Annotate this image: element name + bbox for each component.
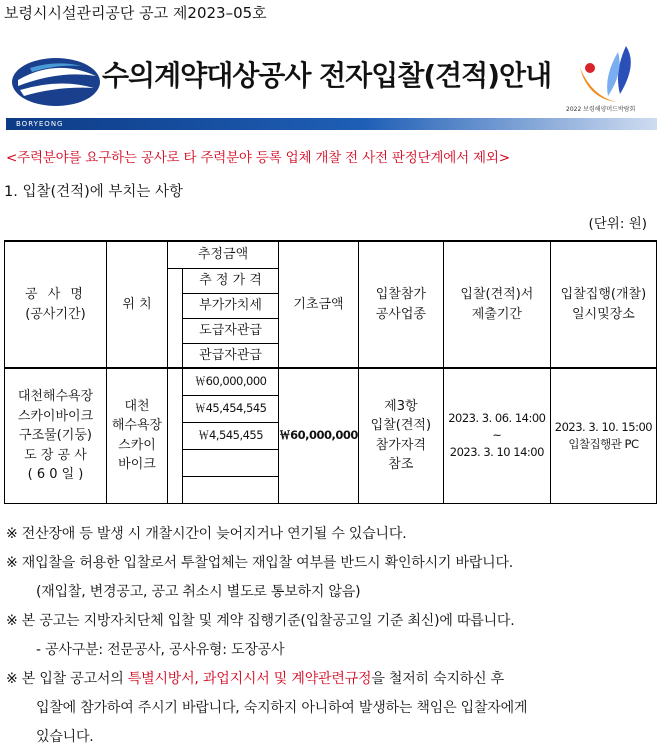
note-1: ※ 전산장애 등 발생 시 개찰시간이 늦어지거나 연기될 수 있습니다. [6, 526, 407, 542]
header-eligibility: 입찰참가 공사업종 [358, 241, 443, 368]
project-name: 대천해수욕장 스카이바이크 구조물(기둥) 도 장 공 사 ( 6 0 일 ) [5, 368, 107, 503]
note-4-end: 있습니다. [36, 729, 94, 745]
note-3: ※ 본 공고는 지방자치단체 입찰 및 계약 집행기준(입찰공고일 기준 최신)에 따릅니다. [6, 613, 515, 629]
unit-label: (단위: 원) [588, 216, 647, 232]
supply-material-value [183, 449, 279, 476]
bid-table [4, 240, 657, 504]
note-2-detail: (재입찰, 변경공고, 공고 취소시 별도로 통보하지 않음) [36, 584, 361, 600]
gov-material-value [183, 476, 279, 503]
org-name: BORYEONG [16, 120, 64, 128]
header-opening: 입찰집행(개찰) 일시및장소 [550, 241, 656, 368]
banner-bar [6, 118, 657, 130]
header-name: 공 사 명 (공사기간) [5, 241, 107, 368]
vat-reference-value: ￦45,454,545 [183, 395, 279, 422]
header-estimate: 추정금액 [168, 241, 279, 268]
vat-value: ￦4,545,455 [183, 422, 279, 449]
exclusion-notice: <주력분야를 요구하는 공사로 타 주력분야 등록 업체 개찰 전 사전 판정단계에서 제외> [6, 150, 510, 166]
header-spacer [168, 268, 183, 368]
header-vat: 부가가치세 [183, 293, 279, 318]
note-2: ※ 재입찰을 허용한 입찰로서 투찰업체는 재입찰 여부를 반드시 확인하시기 바랍니다. [6, 555, 514, 571]
boryeong-logo-icon [10, 52, 102, 108]
estimate-price-value: ￦60,000,000 [183, 368, 279, 395]
project-location: 대천 해수욕장 스카이 바이크 [107, 368, 168, 503]
row-spacer [168, 368, 183, 503]
section-title: 1. 입찰(견적)에 부치는 사항 [4, 184, 184, 200]
header-base-amount: 기초금액 [279, 241, 359, 368]
note-4: ※ 본 입찰 공고서의 특별시방서, 과업지시서 및 계약관련규정을 철저히 숙지하신 후 [6, 671, 504, 687]
header-supply-material: 도급자관급 [183, 318, 279, 343]
base-amount-value: ￦60,000,000 [279, 368, 359, 503]
header-gov-material: 관급자관급 [183, 343, 279, 368]
note-3-detail: - 공사구분: 전문공사, 공사유형: 도장공사 [36, 642, 285, 658]
header-location: 위 치 [107, 241, 168, 368]
submission-period-value: 2023. 3. 06. 14:00 ~ 2023. 3. 10 14:00 [443, 368, 550, 503]
opening-value: 2023. 3. 10. 15:00 입찰집행관 PC [550, 368, 656, 503]
header-submission: 입찰(견적)서 제출기간 [443, 241, 550, 368]
eligibility-value: 제3항 입찰(견적) 참가자격 참조 [358, 368, 443, 503]
note-4-detail: 입찰에 참가하여 주시기 바랍니다, 숙지하지 아니하여 발생하는 책임은 입찰자에게 [36, 700, 528, 716]
title-banner [6, 38, 657, 130]
header-estimate-price: 추 정 가 격 [183, 268, 279, 293]
notice-number: 보령시시설관리공단 공고 제2023–05호 [4, 4, 267, 22]
notes-list [6, 520, 656, 752]
expo-caption: 2022 보령해양머드박람회 [566, 106, 636, 113]
banner-title: 수의계약대상공사 전자입찰(견적)안내 [102, 59, 552, 92]
note-4-highlight: 특별시방서, 과업지시서 및 계약관련규정 [127, 671, 372, 687]
